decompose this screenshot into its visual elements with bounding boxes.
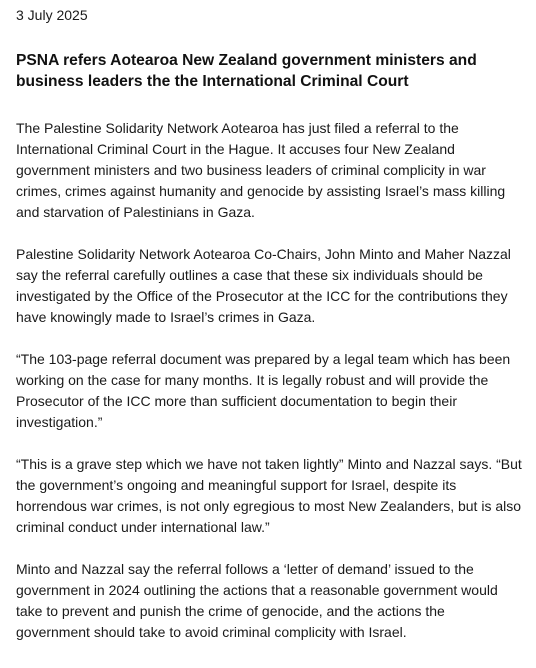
article-body: [16, 118, 522, 643]
paragraph-1: The Palestine Solidarity Network Aotearoa has just filed a referral to the International Criminal Court in the Hague. It accuses four New Zealand government ministers and two business leaders of criminal complicity in war crimes, crimes against humanity and genocide by assisting Israel’s mass killing and starvation of Palestinians in Gaza.: [16, 120, 506, 220]
paragraph-4: “This is a grave step which we have not taken lightly” Minto and Nazzal says. “But the government’s ongoing and meaningful support for Israel, despite its horrendous war crimes, is not only egregious to most New Zealanders, but is also criminal conduct under international law.”: [16, 456, 522, 535]
article-headline: PSNA refers Aotearoa New Zealand government ministers and business leaders the the International Criminal Court: [16, 52, 477, 90]
paragraph-5: Minto and Nazzal say the referral follows a ‘letter of demand’ issued to the government in 2024 outlining the actions that a reasonable government would take to prevent and punish the crime of genocide, and the actions the government should take to avoid criminal complicity with Israel.: [16, 561, 498, 640]
paragraph-2: Palestine Solidarity Network Aotearoa Co-Chairs, John Minto and Maher Nazzal say the referral carefully outlines a case that these six individuals should be investigated by the Office of the Prosecutor at the ICC for the contributions they have knowingly made to Israel’s crimes in Gaza.: [16, 246, 511, 325]
paragraph-3: “The 103-page referral document was prepared by a legal team which has been working on the case for many months. It is legally robust and will provide the Prosecutor of the ICC more than sufficient documentation to begin their investigation.”: [16, 351, 511, 430]
article-date: 3 July 2025: [16, 7, 88, 23]
